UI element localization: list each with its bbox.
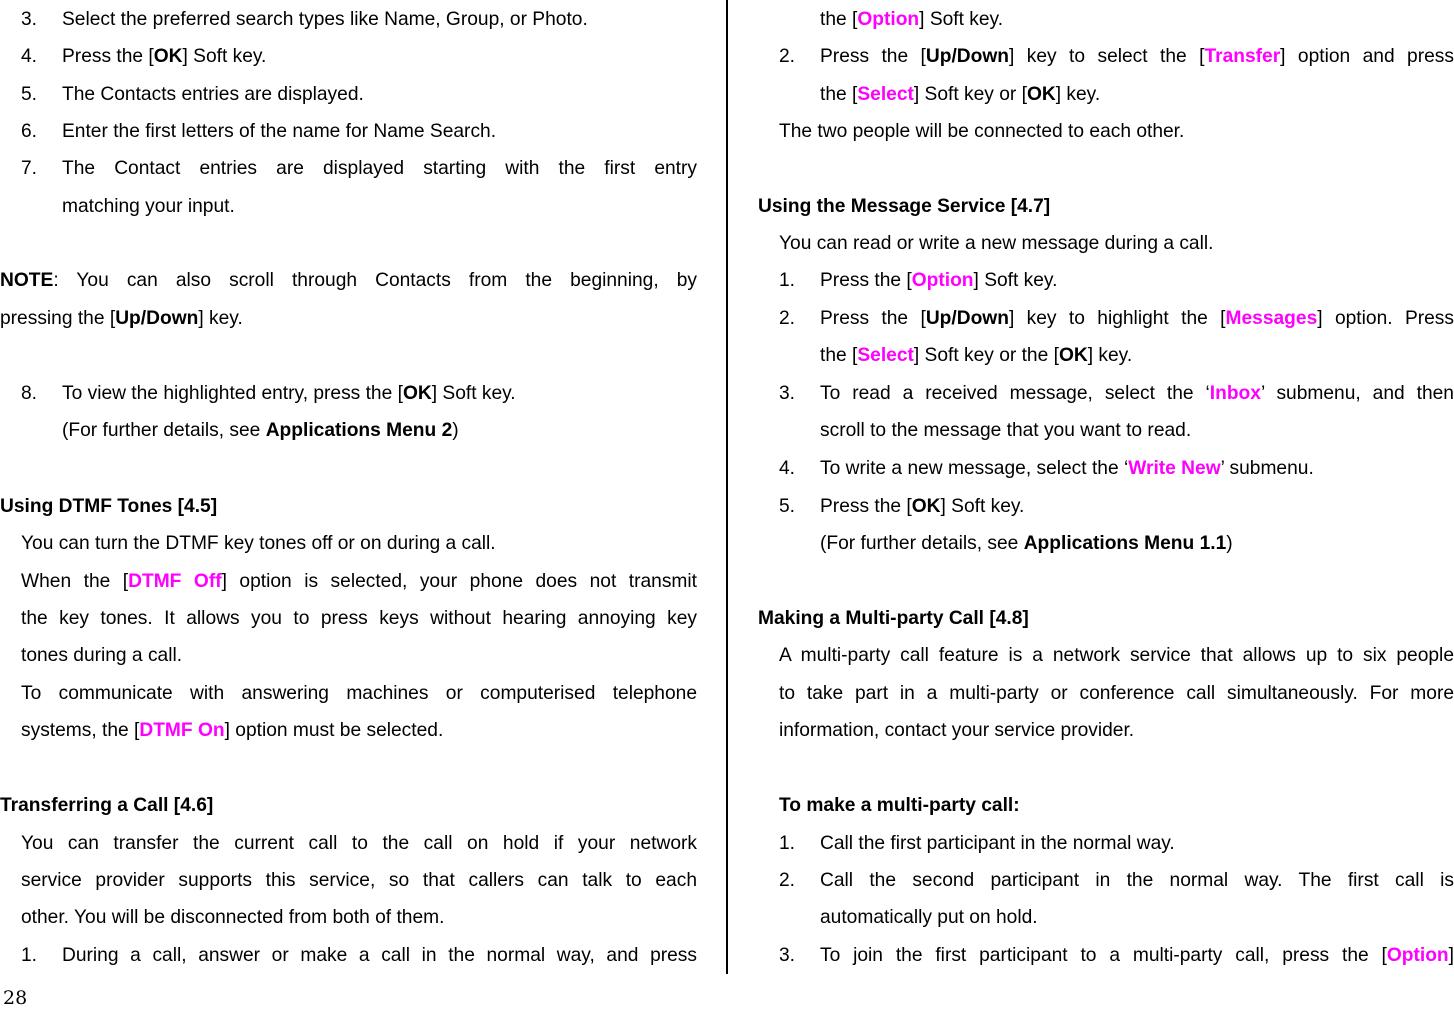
step-7-number: 7. [21, 158, 38, 179]
multiparty-step-1-number: 1. [779, 833, 796, 854]
multiparty-step-3-text: To join the first participant to a multi-party call, press the [Option] [820, 945, 1454, 966]
step-3-number: 3. [21, 9, 38, 30]
step-8-number: 8. [21, 383, 38, 404]
dtmf-intro: You can turn the DTMF key tones off or on during a call. [21, 533, 496, 554]
multiparty-step-2-line-2: automatically put on hold. [820, 907, 1038, 928]
multiparty-step-3-number: 3. [779, 945, 796, 966]
step-4-number: 4. [21, 46, 38, 67]
column-divider [726, 0, 728, 974]
message-step-3-line-2: scroll to the message that you want to read. [820, 420, 1192, 441]
dtmf-para-line-1: When the [DTMF Off] option is selected, your phone does not transmit [21, 571, 697, 592]
step-7-line-2: matching your input. [62, 196, 235, 217]
message-step-1-number: 1. [779, 270, 796, 291]
step-5-text: The Contacts entries are displayed. [62, 84, 364, 105]
step-5-number: 5. [21, 84, 38, 105]
step-7-line-1: The Contact entries are displayed starting with the first entry [62, 158, 697, 179]
multiparty-step-2-line-1: Call the second participant in the normal way. The first call is [820, 870, 1454, 891]
page-number: 28 [3, 987, 28, 1009]
multiparty-heading: Making a Multi-party Call [4.8] [758, 608, 1029, 629]
message-step-2-line-2: the [Select] Soft key or the [OK] key. [820, 345, 1133, 366]
dtmf-para2-line-1: To communicate with answering machines or computerised telephone [21, 683, 697, 704]
note-line-2: pressing the [Up/Down] key. [0, 308, 243, 329]
message-step-5-text: Press the [OK] Soft key. [820, 496, 1025, 517]
transfer-step-1-number: 1. [21, 945, 38, 966]
message-step-2-number: 2. [779, 308, 796, 329]
message-step-3-line-1: To read a received message, select the ‘Inbox’ submenu, and then [820, 383, 1454, 404]
step-6-text: Enter the first letters of the name for Name Search. [62, 121, 497, 142]
transfer-line-1: You can transfer the current call to the call on hold if your network [21, 833, 697, 854]
multiparty-line-3: information, contact your service provider. [779, 720, 1135, 741]
transfer-step-1-text: During a call, answer or make a call in the normal way, and press [62, 945, 697, 966]
transfer-step-2-line-2: the [Select] Soft key or [OK] key. [820, 84, 1101, 105]
step-6-number: 6. [21, 121, 38, 142]
dtmf-para-line-3: tones during a call. [21, 645, 183, 666]
transfer-line-2: service provider supports this service, so that callers can talk to each [21, 870, 697, 891]
transfer-heading: Transferring a Call [4.6] [0, 795, 214, 816]
step-8-reference: (For further details, see Applications Menu 2) [62, 420, 459, 441]
multiparty-subheading: To make a multi-party call: [779, 795, 1020, 816]
multiparty-step-2-number: 2. [779, 870, 796, 891]
transfer-step-2-number: 2. [779, 46, 796, 67]
message-step-5-number: 5. [779, 496, 796, 517]
multiparty-line-2: to take part in a multi-party or conference call simultaneously. For more [779, 683, 1454, 704]
dtmf-heading: Using DTMF Tones [4.5] [0, 496, 218, 517]
step-8-text: To view the highlighted entry, press the [OK] Soft key. [62, 383, 516, 404]
transfer-step-1-cont: the [Option] Soft key. [820, 9, 1004, 30]
dtmf-para2-line-2: systems, the [DTMF On] option must be selected. [21, 720, 444, 741]
message-intro: You can read or write a new message during a call. [779, 233, 1214, 254]
message-step-4-number: 4. [779, 458, 796, 479]
message-step-2-line-1: Press the [Up/Down] key to highlight the [Messages] option. Press [820, 308, 1454, 329]
transfer-result: The two people will be connected to each other. [779, 121, 1185, 142]
dtmf-para-line-2: the key tones. It allows you to press keys without hearing annoying key [21, 608, 697, 629]
message-step-1-text: Press the [Option] Soft key. [820, 270, 1058, 291]
message-heading: Using the Message Service [4.7] [758, 196, 1051, 217]
step-3-text: Select the preferred search types like Name, Group, or Photo. [62, 9, 588, 30]
transfer-line-3: other. You will be disconnected from both of them. [21, 907, 445, 928]
multiparty-step-1-text: Call the first participant in the normal way. [820, 833, 1175, 854]
multiparty-line-1: A multi-party call feature is a network service that allows up to six people [779, 645, 1454, 666]
message-step-4-text: To write a new message, select the ‘Write New’ submenu. [820, 458, 1314, 479]
message-step-5-reference: (For further details, see Applications Menu 1.1) [820, 533, 1233, 554]
step-4-text: Press the [OK] Soft key. [62, 46, 267, 67]
note-line-1: NOTE: You can also scroll through Contacts from the beginning, by [0, 270, 697, 291]
transfer-step-2-line-1: Press the [Up/Down] key to select the [Transfer] option and press [820, 46, 1454, 67]
message-step-3-number: 3. [779, 383, 796, 404]
